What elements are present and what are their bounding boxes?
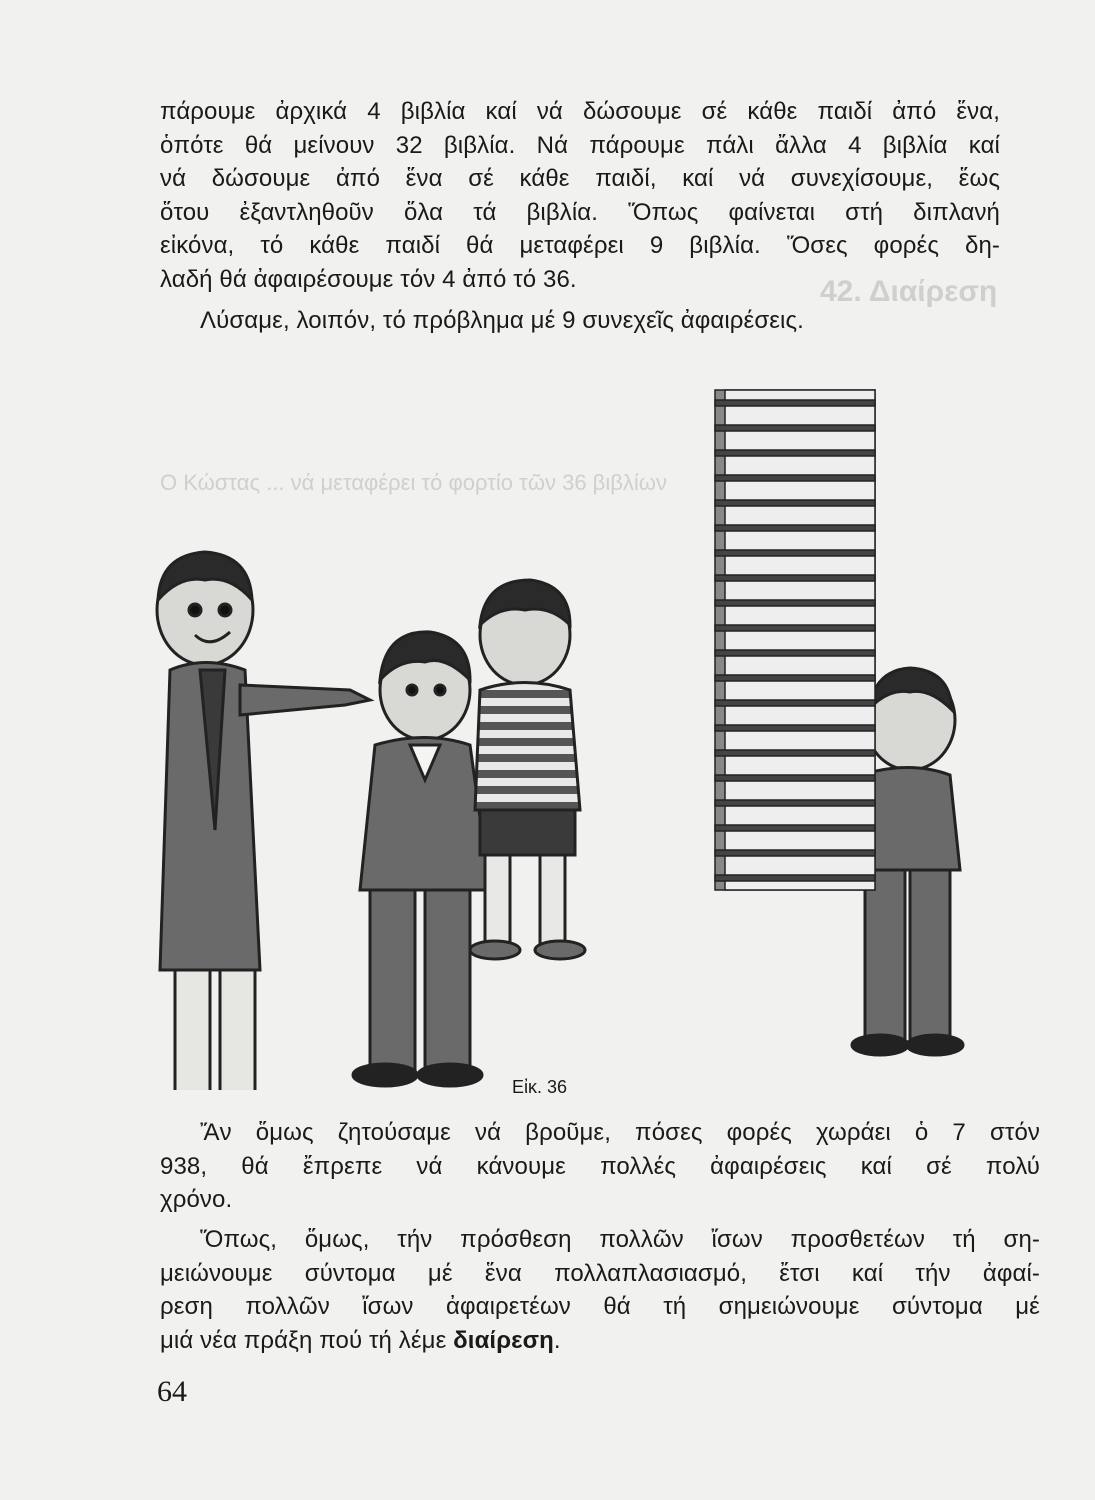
- figure-caption: Εἰκ. 36: [512, 1077, 568, 1097]
- boy-thinking-illustration: [353, 632, 490, 1086]
- text-line: Ὅπως, ὅμως, τήν πρόσθεση πολλῶν ἴσων προσθετέων τή ση-: [200, 1226, 1040, 1253]
- paragraph-conclusion: [160, 304, 1040, 338]
- text-fragment: .: [553, 1326, 561, 1354]
- paragraph-division-definition: [160, 1223, 1040, 1357]
- boy-pointing-illustration: [157, 552, 370, 1090]
- page-number: 64: [157, 1375, 187, 1408]
- show-through-text: Ο Κώστας ... νά μεταφέρει τό φορτίο τῶν 36 βιβλίων: [160, 470, 667, 495]
- text-line: ὅτου ἐξαντληθοῦν ὅλα τά βιβλία. Ὅπως φαίνεται στή διπλανή: [160, 198, 1000, 226]
- text-fragment: μιά νέα πράξη πού τή λέμε: [160, 1326, 454, 1354]
- text-line: εἰκόνα, τό κάθε παιδί θά μεταφέρει 9 βιβλία. Ὅσες φορές δη-: [160, 232, 1000, 260]
- text-line: [160, 1324, 1040, 1358]
- text-line: πάρουμε ἀρχικά 4 βιβλία καί νά δώσουμε σέ κάθε παιδί ἀπό ἕνα,: [160, 98, 1000, 125]
- paragraph-intro: [160, 95, 1000, 297]
- paragraph-question: [160, 1116, 1040, 1217]
- text-line: Λύσαμε, λοιπόν, τό πρόβλημα μέ 9 συνεχεῖς ἀφαιρέσεις.: [200, 307, 804, 334]
- text-line: ὁπότε θά μείνουν 32 βιβλία. Νά πάρουμε πάλι ἄλλα 4 βιβλία καί: [160, 131, 1000, 159]
- text-line: νά δώσουμε ἀπό ἕνα σέ κάθε παιδί, καί νά συνεχίσουμε, ἕως: [160, 165, 1000, 193]
- text-line: 938, θά ἔπρεπε νά κάνουμε πολλές ἀφαιρέσεις καί σέ πολύ: [160, 1152, 1040, 1180]
- boy-striped-illustration: [470, 580, 585, 959]
- text-line: ρεση πολλῶν ἴσων ἀφαιρετέων θά τή σημειώνουμε σύντομα μέ: [160, 1293, 1040, 1321]
- figure-illustration: [140, 370, 1020, 1090]
- book-stack-illustration: [715, 390, 875, 890]
- text-line: λαδή θά ἀφαιρέσουμε τόν 4 ἀπό τό 36.: [160, 265, 577, 293]
- show-through-text: 42. Διαίρεση: [820, 275, 998, 308]
- text-line: χρόνο.: [160, 1186, 233, 1214]
- text-line: Ἄν ὅμως ζητούσαμε νά βροῦμε, πόσες φορές χωράει ὁ 7 στόν: [200, 1119, 1040, 1146]
- term-division: διαίρεση: [453, 1326, 554, 1354]
- text-line: μειώνουμε σύντομα μέ ἕνα πολλαπλασιασμό, ἔτσι καί τήν ἀφαί-: [160, 1259, 1040, 1287]
